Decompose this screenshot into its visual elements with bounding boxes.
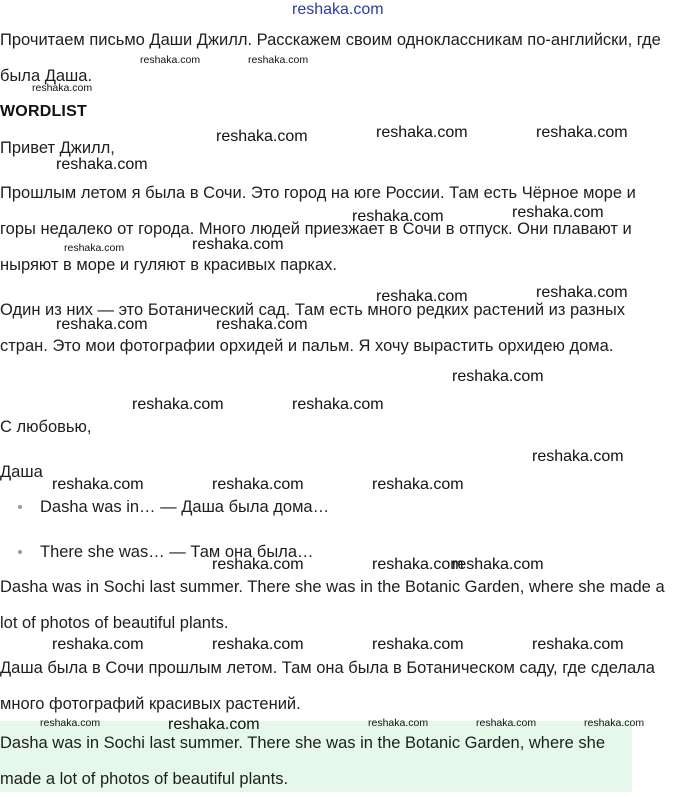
watermark: reshaka.com <box>56 156 148 173</box>
list-item: There she was… — Там она была… <box>0 536 676 581</box>
watermark: reshaka.com <box>216 316 308 333</box>
watermark: reshaka.com <box>352 208 444 225</box>
letter-greeting: Привет Джилл, <box>0 139 115 157</box>
letter-paragraph-1: Прошлым летом я была в Сочи. Это город на юге России. Там есть Чёрное море и горы недалеко от города. Много людей приезжает в Сочи в отпуск. Они плавают и ныряют в море и гуляют в красивых парках. <box>0 184 636 274</box>
phrase-list <box>0 491 676 581</box>
watermark: reshaka.com <box>536 124 628 141</box>
watermark: reshaka.com <box>32 82 93 94</box>
watermark: reshaka.com <box>372 556 464 573</box>
answer-english: Dasha was in Sochi last summer. There she was in the Botanic Garden, where she made a lot of photos of beautiful plants. <box>0 578 665 632</box>
watermark: reshaka.com <box>376 124 468 141</box>
watermark: reshaka.com <box>212 636 304 653</box>
watermark: reshaka.com <box>376 288 468 305</box>
list-item: Dasha was in… — Даша была дома… <box>0 491 676 536</box>
watermark: reshaka.com <box>584 717 645 729</box>
watermark: reshaka.com <box>372 476 464 493</box>
bullet-icon <box>18 505 22 509</box>
watermark: reshaka.com <box>532 448 624 465</box>
watermark: reshaka.com <box>40 717 101 729</box>
highlighted-answer <box>0 721 632 792</box>
watermark: reshaka.com <box>512 204 604 221</box>
watermark: reshaka.com <box>532 636 624 653</box>
watermark: reshaka.com <box>52 636 144 653</box>
watermark: reshaka.com <box>292 1 384 18</box>
letter-signature: Даша <box>0 463 43 481</box>
watermark: reshaka.com <box>168 716 260 733</box>
watermark: reshaka.com <box>368 717 429 729</box>
watermark: reshaka.com <box>372 636 464 653</box>
letter-closing: С любовью, <box>0 418 92 436</box>
watermark: reshaka.com <box>212 476 304 493</box>
watermark: reshaka.com <box>476 717 537 729</box>
watermark: reshaka.com <box>192 236 284 253</box>
watermark: reshaka.com <box>216 128 308 145</box>
highlighted-answer-text: Dasha was in Sochi last summer. There she was in the Botanic Garden, where she made a lot of photos of beautiful plants. <box>0 734 605 788</box>
watermark: reshaka.com <box>56 316 148 333</box>
watermark: reshaka.com <box>64 242 125 254</box>
wordlist-heading: WORDLIST <box>0 103 87 120</box>
watermark: reshaka.com <box>140 54 201 66</box>
watermark: reshaka.com <box>248 54 309 66</box>
watermark: reshaka.com <box>452 556 544 573</box>
watermark: reshaka.com <box>52 476 144 493</box>
letter-paragraph-2: Один из них — это Ботанический сад. Там есть много редких растений из разных стран. Это мои фотографии орхидей и пальм. Я хочу вырастить орхидею дома. <box>0 301 625 355</box>
watermark: reshaka.com <box>452 368 544 385</box>
answer-russian: Даша была в Сочи прошлым летом. Там она была в Ботаническом саду, где сделала много фотографий красивых растений. <box>0 659 655 713</box>
watermark: reshaka.com <box>536 284 628 301</box>
watermark: reshaka.com <box>212 556 304 573</box>
watermark: reshaka.com <box>292 396 384 413</box>
watermark: reshaka.com <box>132 396 224 413</box>
intro-text: Прочитаем письмо Даши Джилл. Расскажем своим одноклассникам по-английски, где была Даша. <box>0 31 661 85</box>
bullet-icon <box>18 550 22 554</box>
